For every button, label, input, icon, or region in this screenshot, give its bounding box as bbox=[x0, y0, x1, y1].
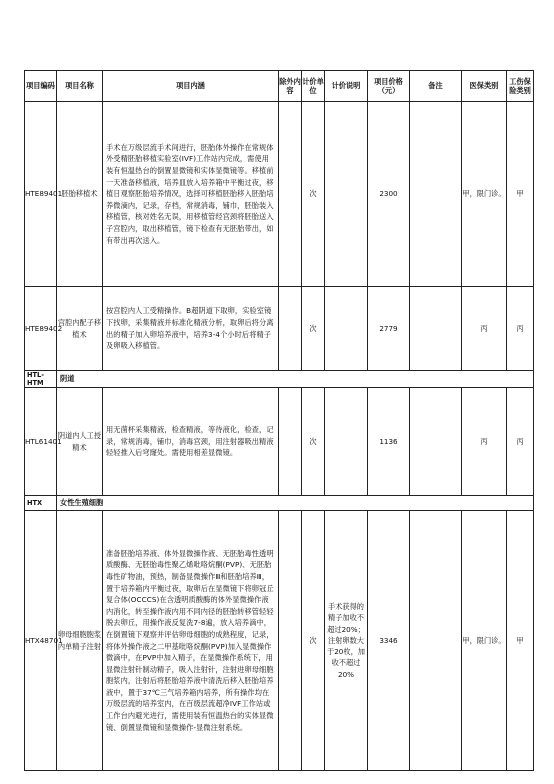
cell-insurance: 甲，限门诊。 bbox=[462, 511, 507, 771]
cell-unit: 次 bbox=[302, 287, 325, 371]
cell-unit: 次 bbox=[302, 388, 325, 496]
header-note: 计价说明 bbox=[325, 71, 368, 102]
cell-insurance: 丙 bbox=[462, 287, 507, 371]
header-price: 项目价格（元） bbox=[368, 71, 410, 102]
cell-name: 阴道内人工授精术 bbox=[57, 388, 103, 496]
cell-code: HTE89401 bbox=[25, 102, 57, 287]
cell-content: 用无菌杯采集精液，检查精液，等待液化，检查，记录，常规消毒，铺巾，消毒宫颈，用注射器吸出精液轻轻推入后穹窿处。需使用相差显微镜。 bbox=[103, 388, 279, 496]
cell-code: HTE89402 bbox=[25, 287, 57, 371]
table-header-row bbox=[25, 71, 534, 102]
cell-content: 手术在万级层流手术间进行，胚胎体外操作在常规体外受精胚胎移植实验室(IVF)工作站内完成，需使用装有恒温热台的倒置显微镜和实体显微镜等。移植前一天准备移植液，培养皿放入培养箱中平衡过夜，移植日观察胚胎培养情况，选择可移植胚胎移入胚胎培养微滴内，记录，存档，常规消毒，铺巾，胚胎装入移植管，核对姓名无误，用移植管经宫颈将胚胎送入子宫腔内，取出移植管，镜下检查有无胚胎带出，如有带出再次送入。 bbox=[103, 102, 279, 287]
cell-code: HTL61401 bbox=[25, 388, 57, 496]
table-row bbox=[25, 287, 534, 371]
header-code: 项目编码 bbox=[25, 71, 57, 102]
header-injury: 工伤保险类别 bbox=[507, 71, 534, 102]
cell-note: 手术获得的精子加收不超过20%；注射卵数大于20枚，加收不超过20% bbox=[325, 511, 368, 771]
header-remark: 备注 bbox=[410, 71, 462, 102]
cell-content: 按宫腔内人工受精操作。B超阴道下取卵，实验室镜下找卵，采集精液并标准化精液分析，取卵后将分离出的精子加入卵培养液中，培养3-4个小时后将精子及卵吸入移植管。 bbox=[103, 287, 279, 371]
section-title: 阴道 bbox=[57, 371, 534, 388]
cell-content: 准备胚胎培养液、体外显微操作液、无胚胎毒性透明质酸酶、无胚胎毒性聚乙烯吡咯烷酮(PVP)、无胚胎毒性矿物油，预热，制备显微操作Ⅲ和胚胎培养Ⅲ，置于培养箱内平衡过夜，取卵后在显微镜下将卵冠丘复合体(OCCCS)在含透明质酸酶的体外显微操作液内消化，转至操作液内用不同内径的胚胎转移管轻轻脱去卵丘，用操作液反复洗7-8遍，放入培养滴中，在倒置镜下观察并评估卵母细胞的成熟程度，记录，将体外操作液之二甲基吡咯烷酮(PVP)加入显微操作微滴中，在PVP中加入精子，在显微操作系统下，用显微注射针制动精子，吸入注射针，注射进卵母细胞胞浆内，注射后将胚胎培养液中清洗后移入胚胎培养液中，置于37℃三气培养箱内培养，所有操作均在万级层流的培养室内，在百级层流超净IVF工作站或工作台内避光进行，需使用装有恒温热台的实体显微镜、倒置显微镜和显微操作-显微注射系统。 bbox=[103, 511, 279, 771]
cell-except bbox=[279, 388, 302, 496]
cell-except bbox=[279, 511, 302, 771]
cell-price: 2779 bbox=[368, 287, 410, 371]
cell-except bbox=[279, 287, 302, 371]
header-content: 项目内涵 bbox=[103, 71, 279, 102]
cell-insurance: 丙 bbox=[462, 388, 507, 496]
section-row bbox=[25, 371, 534, 388]
cell-remark bbox=[410, 511, 462, 771]
table-row bbox=[25, 511, 534, 771]
cell-price: 2300 bbox=[368, 102, 410, 287]
cell-remark bbox=[410, 287, 462, 371]
cell-injury: 丙 bbox=[507, 388, 534, 496]
section-row bbox=[25, 496, 534, 511]
cell-remark bbox=[410, 102, 462, 287]
header-unit: 计价单位 bbox=[302, 71, 325, 102]
pricing-table bbox=[24, 70, 534, 771]
section-code: HTL-HTM bbox=[25, 371, 57, 388]
cell-remark bbox=[410, 388, 462, 496]
cell-unit: 次 bbox=[302, 102, 325, 287]
cell-price: 1136 bbox=[368, 388, 410, 496]
cell-injury: 甲 bbox=[507, 102, 534, 287]
header-except: 除外内容 bbox=[279, 71, 302, 102]
header-name: 项目名称 bbox=[57, 71, 103, 102]
cell-price: 3346 bbox=[368, 511, 410, 771]
cell-except bbox=[279, 102, 302, 287]
cell-name: 卵母细胞胞浆内单精子注射 bbox=[57, 511, 103, 771]
cell-note bbox=[325, 102, 368, 287]
section-code: HTX bbox=[25, 496, 57, 511]
section-title: 女性生殖细胞 bbox=[57, 496, 534, 511]
cell-injury: 丙 bbox=[507, 287, 534, 371]
cell-injury: 甲 bbox=[507, 511, 534, 771]
cell-unit: 次 bbox=[302, 511, 325, 771]
header-insurance: 医保类别 bbox=[462, 71, 507, 102]
table-row bbox=[25, 102, 534, 287]
table-row bbox=[25, 388, 534, 496]
cell-code: HTX48701 bbox=[25, 511, 57, 771]
cell-insurance: 甲，限门诊。 bbox=[462, 102, 507, 287]
cell-name: 宫腔内配子移植术 bbox=[57, 287, 103, 371]
cell-note bbox=[325, 388, 368, 496]
cell-note bbox=[325, 287, 368, 371]
cell-name: 胚胎移植术 bbox=[57, 102, 103, 287]
